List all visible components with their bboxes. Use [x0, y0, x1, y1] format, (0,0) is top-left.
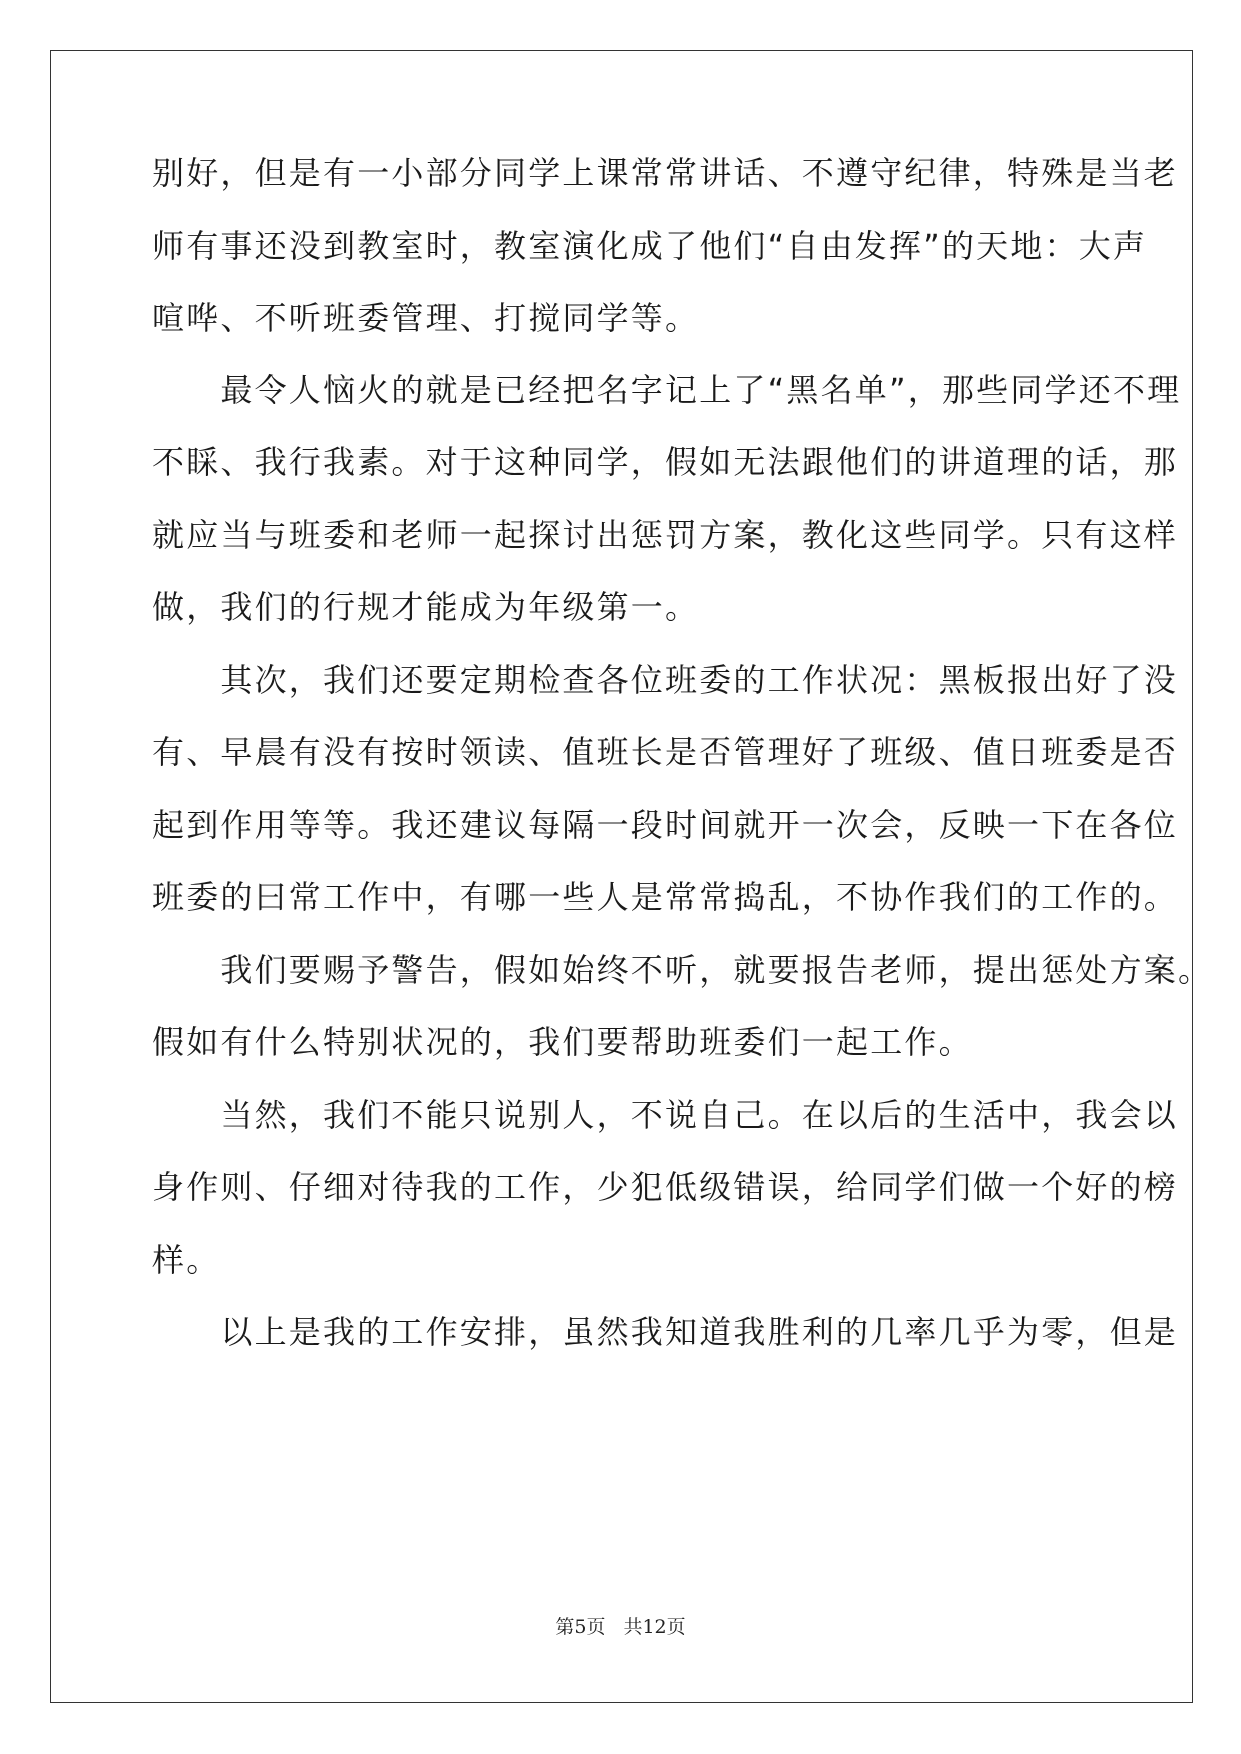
page-total: 共12页 [623, 1616, 686, 1638]
text-line: 师有事还没到教室时，教室演化成了他们“自由发挥”的天地：大声 [152, 227, 1148, 265]
text-line: 做，我们的行规才能成为年级第一。 [152, 588, 700, 626]
text-line: 就应当与班委和老师一起探讨出惩罚方案，教化这些同学。只有这样 [152, 516, 1179, 554]
text-line: 起到作用等等。我还建议每隔一段时间就开一次会，反映一下在各位 [152, 806, 1179, 844]
text-line: 班委的曰常工作中，有哪一些人是常常捣乱，不协作我们的工作的。 [152, 878, 1179, 916]
text-line: 当然，我们不能只说别人，不说自己。在以后的生活中，我会以 [152, 1096, 1179, 1134]
text-line: 假如有什么特别状况的，我们要帮助班委们一起工作。 [152, 1023, 973, 1061]
text-line: 样。 [152, 1241, 221, 1279]
text-line: 别好，但是有一小部分同学上课常常讲话、不遵守纪律，特殊是当老 [152, 154, 1179, 192]
text-line: 其次，我们还要定期检查各位班委的工作状况：黑板报出好了没 [152, 661, 1179, 699]
text-line: 有、早晨有没有按时领读、值班长是否管理好了班级、值日班委是否 [152, 733, 1179, 771]
text-line: 身作则、仔细对待我的工作，少犯低级错误，给同学们做一个好的榜 [152, 1168, 1179, 1206]
text-line: 喧哗、不听班委管理、打搅同学等。 [152, 299, 700, 337]
text-line: 以上是我的工作安排，虽然我知道我胜利的几率几乎为零，但是 [152, 1313, 1179, 1351]
text-line: 我们要赐予警告，假如始终不听，就要报告老师，提出惩处方案。 [152, 951, 1213, 989]
page-footer [0, 1615, 1241, 1639]
page-number: 第5页 [555, 1616, 606, 1638]
text-line: 最令人恼火的就是已经把名字记上了“黑名单”，那些同学还不理 [152, 371, 1182, 409]
text-line: 不睬、我行我素。对于这种同学，假如无法跟他们的讲道理的话，那 [152, 443, 1179, 481]
